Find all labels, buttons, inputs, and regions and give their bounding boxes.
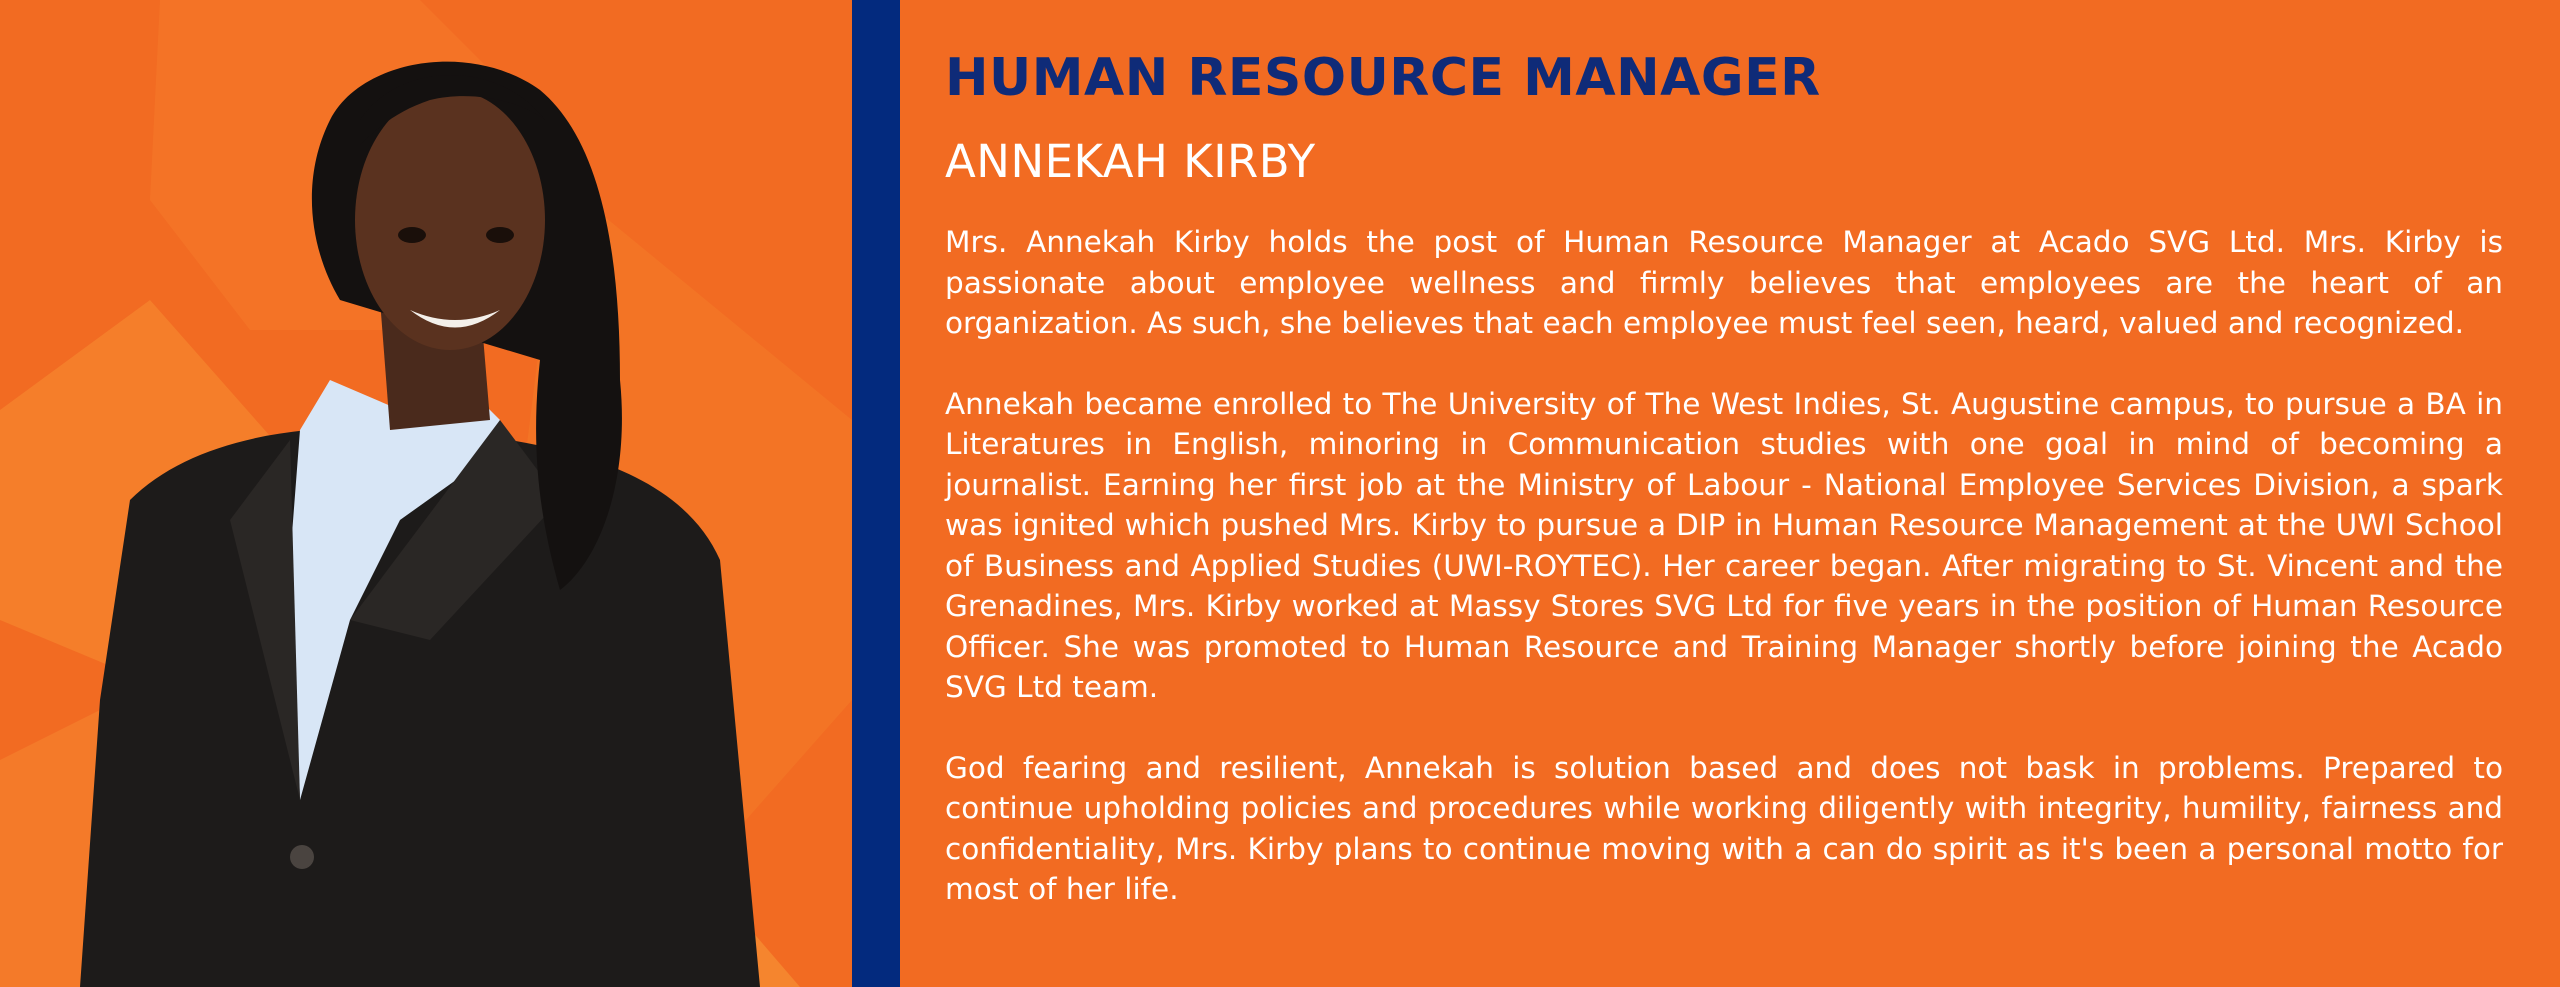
accent-divider [852,0,900,987]
portrait-eye [398,227,426,243]
portrait-button [290,845,314,869]
bio-paragraph: God fearing and resilient, Annekah is solution based and does not bask in problems. Prepared to continue upholding policies and procedures while working diligently with integrity, humility, fairness and confidentiality, Mrs. Kirby plans to continue moving with a can do spirit as it's been a personal motto for most of her life. [945,750,2503,906]
bio-paragraph: Mrs. Annekah Kirby holds the post of Human Resource Manager at Acado SVG Ltd. Mrs. Kirby is passionate about employee wellness and firmly believes that employees are the heart of an organization. As such, she believes that each employee must feel seen, heard, valued and recognized. [945,225,2503,340]
portrait-face [355,90,545,350]
portrait-jacket [80,428,760,987]
portrait-photo [0,0,852,987]
profile-content [945,48,2503,910]
bio [945,222,2503,910]
bio-paragraph: Annekah became enrolled to The University of The West Indies, St. Augustine campus, to pursue a BA in Literatures in English, minoring in Communication studies with one goal in mind of becoming a journalist. Earning her first job at the Ministry of Labour - National Employee Services Division, a spark was ignited which pushed Mrs. Kirby to pursue a DIP in Human Resource Management at the UWI School of Business and Applied Studies (UWI-ROYTEC). Her career began. After migrating to St. Vincent and the Grenadines, Mrs. Kirby worked at Massy Stores SVG Ltd for five years in the position of Human Resource Officer. She was promoted to Human Resource and Training Manager shortly before joining the Acado SVG Ltd team. [945,386,2503,704]
job-title: HUMAN RESOURCE MANAGER [945,48,1821,108]
portrait-eye [486,227,514,243]
portrait-panel [0,0,852,987]
person-name: ANNEKAH KIRBY [945,135,1316,188]
